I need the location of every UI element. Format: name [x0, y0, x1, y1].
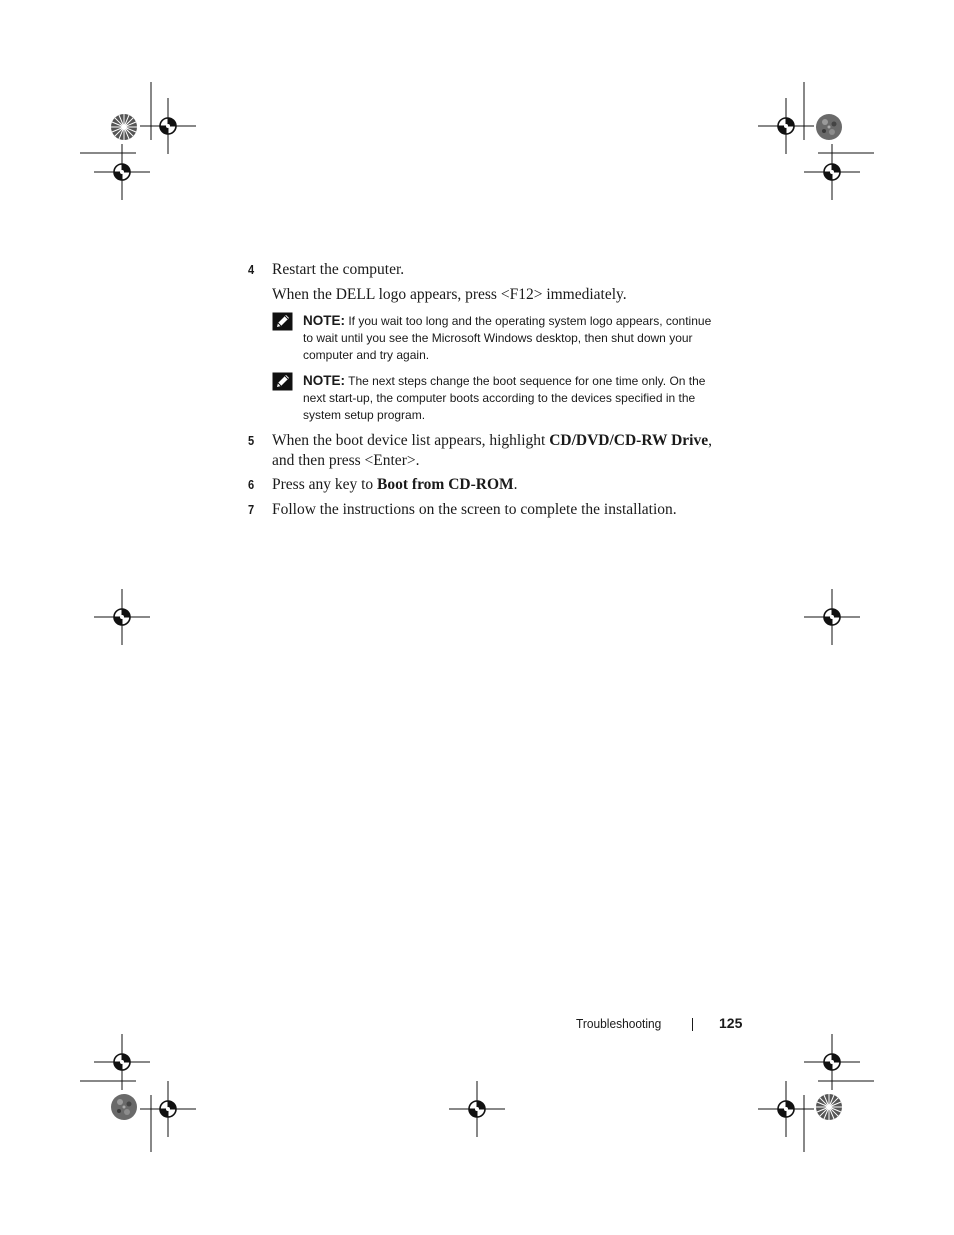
note-block	[303, 372, 748, 425]
footer-divider	[692, 1018, 693, 1031]
step-text-part: ,	[708, 432, 712, 449]
step-text: Follow the instructions on the screen to complete the installation.	[272, 501, 677, 518]
note-pencil-icon	[272, 312, 293, 331]
step-text	[272, 431, 742, 470]
step-number: 6	[248, 477, 255, 492]
note-line: next start-up, the computer boots according to the devices specified in the	[303, 391, 696, 406]
footer-section-title: Troubleshooting	[576, 1016, 662, 1031]
step-number: 7	[248, 502, 255, 517]
note-label: NOTE:	[303, 373, 345, 388]
note-label: NOTE:	[303, 313, 345, 328]
step-text-part: .	[513, 476, 518, 493]
step-continuation: When the DELL logo appears, press <F12> immediately.	[272, 286, 627, 303]
step-number: 5	[248, 433, 255, 448]
note-line: The next steps change the boot sequence for one time only. On the	[348, 374, 706, 388]
step-text-part: and then press <Enter>.	[272, 451, 420, 469]
ui-option-label: Boot from CD-ROM	[377, 476, 514, 493]
step-text	[272, 475, 742, 495]
note-line: to wait until you see the Microsoft Windows desktop, then shut down your	[303, 331, 693, 346]
step-number: 4	[248, 262, 255, 277]
step-text-part: When the boot device list appears, highlight	[272, 432, 550, 449]
ui-option-label: CD/DVD/CD-RW Drive	[549, 432, 709, 449]
note-line: system setup program.	[303, 408, 426, 423]
step-text-part: Press any key to	[272, 476, 378, 493]
step-text: Restart the computer.	[272, 261, 405, 278]
note-line: computer and try again.	[303, 348, 430, 363]
note-pencil-icon	[272, 372, 293, 391]
note-block	[303, 312, 748, 365]
note-line: If you wait too long and the operating system logo appears, continue	[348, 314, 712, 328]
page-number: 125	[719, 1015, 743, 1031]
